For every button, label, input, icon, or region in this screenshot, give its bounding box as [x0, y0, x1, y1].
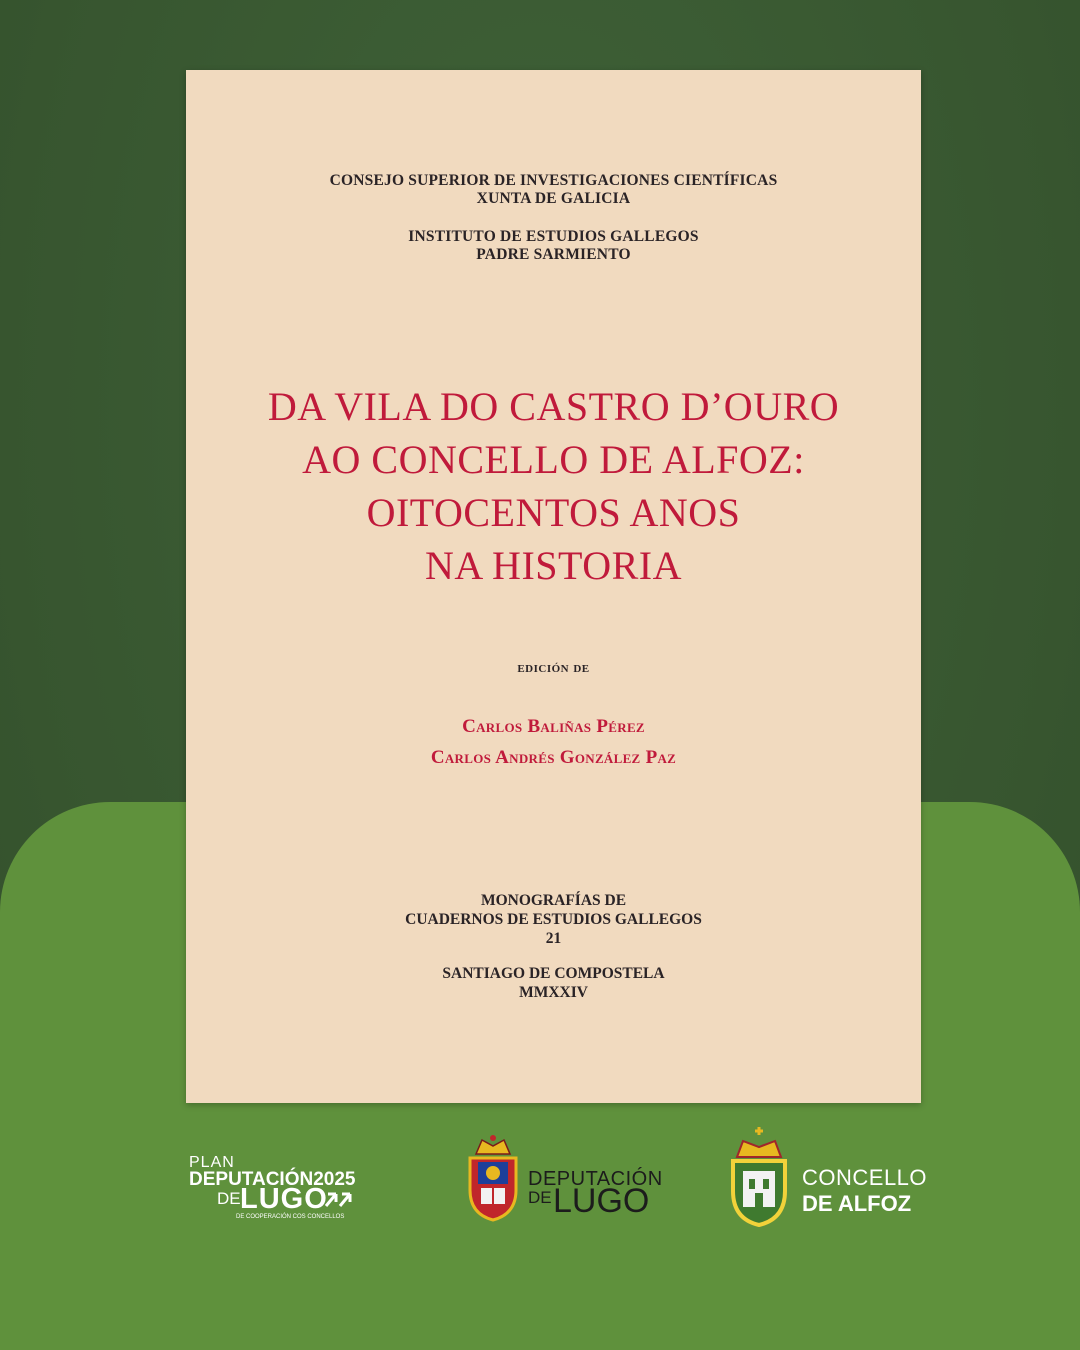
- editors: [186, 711, 921, 773]
- institution-line: XUNTA DE GALICIA: [476, 190, 631, 207]
- plan-logo-line1: PLAN: [189, 1154, 235, 1171]
- institution-line: CONSEJO SUPERIOR DE INVESTIGACIONES CIENTÍFICAS: [329, 172, 778, 189]
- editor-name: Carlos Andrés González Paz: [430, 747, 677, 768]
- title-line: OITOCENTOS ANOS: [366, 490, 741, 535]
- title-line: DA VILA DO CASTRO D’OURO: [267, 384, 840, 429]
- book-title: [186, 380, 921, 592]
- institutions-block-1: [186, 172, 921, 208]
- alfoz-coat-of-arms-icon: [729, 1125, 789, 1229]
- plan-logo-lugo: LUGO: [240, 1183, 328, 1215]
- deputacion-de: DE: [528, 1188, 552, 1207]
- place-line: SANTIAGO DE COMPOSTELA: [442, 965, 665, 982]
- institution-line: INSTITUTO DE ESTUDIOS GALLEGOS: [408, 228, 699, 245]
- series-info: [186, 891, 921, 948]
- editor-name: Carlos Baliñas Pérez: [462, 716, 645, 737]
- institutions-block-2: [186, 228, 921, 264]
- book-cover: [186, 70, 921, 1103]
- concello-line1: CONCELLO: [802, 1165, 928, 1190]
- arrow-icon: [322, 1186, 358, 1212]
- deputacion-lugo: LUGO: [553, 1182, 650, 1220]
- deputacion-coat-of-arms-icon: [466, 1132, 520, 1224]
- series-number: 21: [545, 930, 562, 947]
- institution-line: PADRE SARMIENTO: [476, 246, 631, 263]
- title-line: NA HISTORIA: [424, 543, 682, 588]
- plan-logo-line2: DEPUTACIÓN2025: [189, 1169, 356, 1190]
- edition-label: edición de: [517, 660, 590, 676]
- publication-place: [186, 964, 921, 1002]
- concello-line2: DE ALFOZ: [802, 1191, 912, 1216]
- plan-logo-tagline: DE COOPERACIÓN COS CONCELLOS: [236, 1214, 345, 1220]
- series-line: MONOGRAFÍAS DE: [480, 892, 627, 909]
- year-line: MMXXIV: [519, 984, 588, 1001]
- title-line: AO CONCELLO DE ALFOZ:: [302, 437, 805, 482]
- deputacion-line1: DEPUTACIÓN: [528, 1168, 663, 1190]
- plan-logo-de: DE: [217, 1189, 241, 1208]
- series-line: CUADERNOS DE ESTUDIOS GALLEGOS: [405, 911, 702, 928]
